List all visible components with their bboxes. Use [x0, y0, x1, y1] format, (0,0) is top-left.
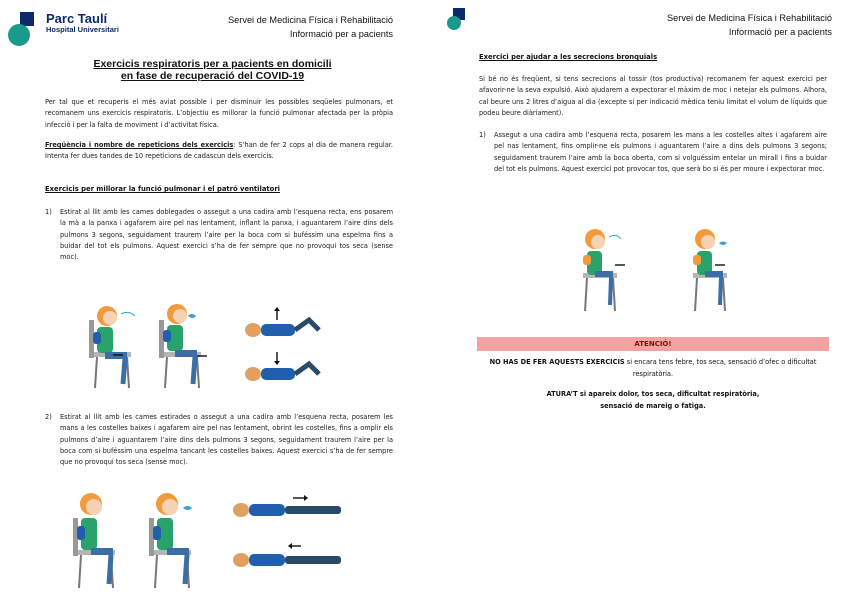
intro-paragraph: Per tal que et recuperis el més aviat possible i per disminuir les possibles seqüeles pulmonars, et recomanem uns exercicis respiratoris. L’objectiu es millorar la funció pulmonar afectada per la pròpia infecció i per la falta de moviment i d’activitat física. — [45, 98, 393, 129]
header-service-right: Servei de Medicina Física i Rehabilitació — [667, 13, 832, 23]
seated-breathing-figure-icon — [89, 306, 135, 388]
page-header-right — [667, 11, 832, 39]
cough-exercise-illustrations — [565, 225, 785, 315]
brand-name: Parc Taulí — [46, 11, 108, 26]
right-page — [425, 0, 850, 599]
brand-subtitle: Hospital Universitari — [46, 25, 119, 34]
warning-stop-line-2: sensació de mareig o fatiga. — [600, 402, 706, 410]
header-info-right: Informació per a pacients — [728, 27, 832, 37]
header-service: Servei de Medicina Física i Rehabilitació — [228, 15, 393, 25]
frequency-paragraph — [45, 140, 393, 163]
frequency-label: Freqüència i nombre de repeticions dels exercicis — [45, 141, 234, 149]
exercise-2-illustrations — [55, 488, 400, 593]
warning-no-exercises — [477, 356, 829, 380]
right-exercise-1-text: Assegut a una cadira amb l’esquena recta, posarem les mans a les costelles altes i agafarem aire pel nas lentament, fins omplir-ne els pulmons i aguantarem l’aire a dins dels pulmons 3 segons; seguidament traurem l’aire amb la boca oberta, com si volguéssim entelar un mirall i fins a buidar del tot els pulmons. Aquest exercici pot provocar tos, que serà bo si és per moure i expectorar moc. — [494, 131, 827, 173]
exercise-2-text: Estirat al llit amb les cames estirades o assegut a una cadira amb l’esquena recta, posarem les mans a les costelles baixes i agafarem aire pel nas lentament, obrint les costelles, fins a omplir els pulmons d’aire i aguantarem l’aire dins dels pulmons 3 segons, seguidament traurem l’aire per la boca com si buféssim una espelma tancant les costelles baixes. Aquest exercici s’ha de fer sempre que no provoqui tos seca (sense moc). — [60, 413, 393, 467]
document-title — [0, 58, 425, 82]
seated-exhale-figure-icon — [159, 304, 207, 388]
lying-legs-extended-figure-icon — [233, 495, 341, 567]
lying-breathing-figure-icon — [245, 307, 319, 381]
warning-stop — [477, 388, 829, 412]
exercise-2-number: 2) — [45, 413, 52, 421]
page-header — [228, 13, 393, 41]
exercise-1-illustrations — [75, 300, 405, 395]
warning-no-exercises-bold: NO HAS DE FER AQUESTS EXERCICIS — [489, 358, 625, 366]
secretions-intro: Si bé no és freqüent, si tens secrecions al tossir (tos productiva) recomanem fer aquest exercici per afavorir-ne la seva expulsió. Això ajudarem a expectorar el màxim de moc i netejar els pulmons. Alhora, cal beure uns 2 litres d’aigua al dia (excepte si per indicació mèdica teniu limitat el volum de líquids que podeu beure diàriament). — [479, 75, 827, 117]
brand-logo-text — [46, 12, 119, 35]
title-line-1: Exercicis respiratoris per a pacients en domicili — [93, 58, 332, 70]
section-heading-lung: Exercicis per millorar la funció pulmonar i el patró ventilatori — [45, 185, 281, 193]
warning-stop-line-1: ATURA’T si apareix dolor, tos seca, dificultat respiratòria, — [546, 390, 760, 398]
parc-tauli-logo-small-icon — [447, 8, 467, 30]
seated-ribs-exhale-figure-icon — [149, 493, 192, 588]
parc-tauli-logo-icon — [8, 10, 42, 44]
attention-banner: ATENCIÓ! — [477, 337, 829, 351]
warning-no-exercises-rest: si encara tens febre, tos seca, sensació d’ofec o dificultat respiratòria. — [624, 358, 817, 378]
frequency-text: : S’han de fer 2 cops al dia de manera regular. Intenta fer dues tandes de 10 repeticions de cadascun dels exercicis. — [45, 141, 393, 161]
exercise-1-number: 1) — [45, 208, 52, 216]
title-line-2: en fase de recuperació del COVID-19 — [120, 70, 305, 82]
seated-upper-ribs-inhale-figure-icon — [583, 229, 625, 311]
header-info: Informació per a pacients — [289, 29, 393, 39]
right-exercise-1-number: 1) — [479, 131, 486, 139]
section-heading-secretions: Exercici per ajudar a les secrecions bronquials — [479, 53, 658, 61]
seated-upper-ribs-exhale-figure-icon — [693, 229, 727, 311]
exercise-1-text: Estirat al llit amb les cames doblegades o assegut a una cadira amb l’esquena recta, ens posarem la mà a la panxa i agafarem aire pel nas lentament, inflant la panxa, i aguantarem l’aire dins dels pulmons 3 segons, seguidament traurem l’aire per la boca com si buféssim una espelma fins a buidar del tot els pulmons. Aquest exercici s’ha de fer sempre que no provoqui tos seca (sense moc). — [60, 208, 393, 262]
seated-ribs-inhale-figure-icon — [73, 493, 115, 588]
